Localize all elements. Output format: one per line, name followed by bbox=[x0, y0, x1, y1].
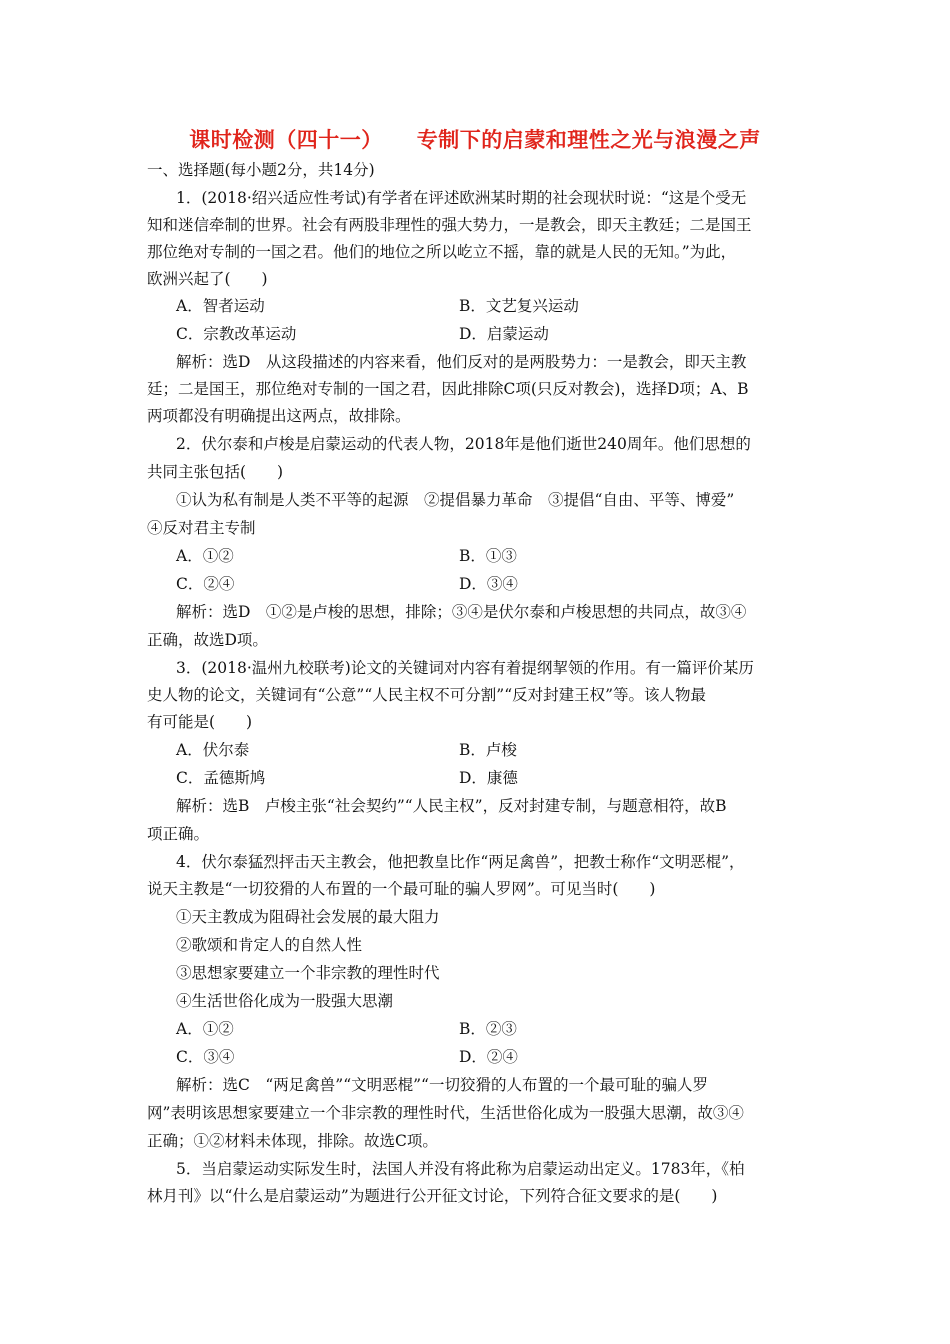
q4-item: ③思想家要建立一个非宗教的理性时代 bbox=[176, 964, 440, 982]
q1-option-d: D．启蒙运动 bbox=[459, 325, 549, 343]
q4-item: ①天主教成为阻碍社会发展的最大阻力 bbox=[176, 908, 440, 926]
q4-analysis-line: 解析：选C “两足禽兽”“文明恶棍”“一切狡猾的人布置的一个最可耻的骗人罗 bbox=[176, 1076, 708, 1094]
q2-stem-line: ④反对君主专制 bbox=[147, 519, 256, 537]
q4-option-a: A．①② bbox=[176, 1020, 234, 1038]
q3-stem-line: 有可能是( ) bbox=[147, 713, 253, 731]
q1-stem-line: 那位绝对专制的一国之君。他们的地位之所以屹立不摇，靠的就是人民的无知。”为此， bbox=[147, 243, 737, 261]
q2-option-d: D．③④ bbox=[459, 575, 518, 593]
q1-stem-line: 1．(2018·绍兴适应性考试)有学者在评述欧洲某时期的社会现状时说：“这是个受无 bbox=[176, 189, 747, 207]
q4-stem-line: 说天主教是“一切狡猾的人布置的一个最可耻的骗人罗网”。可见当时( ) bbox=[147, 880, 656, 898]
q3-option-c: C．孟德斯鸠 bbox=[176, 769, 266, 787]
q1-option-b: B．文艺复兴运动 bbox=[459, 297, 579, 315]
q3-analysis-line: 项正确。 bbox=[147, 825, 210, 843]
q5-stem-line: 5．当启蒙运动实际发生时，法国人并没有将此称为启蒙运动出定义。1783年，《柏 bbox=[176, 1160, 745, 1178]
q1-analysis-line: 两项都没有明确提出这两点，故排除。 bbox=[147, 407, 411, 425]
title-part-2: 专制下的启蒙和理性之光与浪漫之声 bbox=[416, 128, 761, 152]
q4-analysis-line: 网”表明该思想家要建立一个非宗教的理性时代，生活世俗化成为一股强大思潮，故③④ bbox=[147, 1104, 744, 1122]
title-part-1: 课时检测（四十一） bbox=[189, 128, 383, 152]
q4-item: ④生活世俗化成为一股强大思潮 bbox=[176, 992, 394, 1010]
q2-option-b: B．①③ bbox=[459, 547, 517, 565]
q4-option-d: D．②④ bbox=[459, 1048, 518, 1066]
q1-stem-line: 欧洲兴起了( ) bbox=[147, 270, 268, 288]
q2-stem-line: ①认为私有制是人类不平等的起源 ②提倡暴力革命 ③提倡“自由、平等、博爱” bbox=[176, 491, 735, 509]
q2-analysis-line: 解析：选D ①②是卢梭的思想，排除；③④是伏尔泰和卢梭思想的共同点，故③④ bbox=[176, 603, 747, 621]
q1-option-a: A．智者运动 bbox=[176, 297, 265, 315]
q4-stem-line: 4．伏尔泰猛烈抨击天主教会，他把教皇比作“两足禽兽”，把教士称作“文明恶棍”， bbox=[176, 853, 745, 871]
q2-option-c: C．②④ bbox=[176, 575, 235, 593]
q2-analysis-line: 正确，故选D项。 bbox=[147, 631, 268, 649]
q2-stem-line: 共同主张包括( ) bbox=[147, 463, 284, 481]
page-title bbox=[0, 124, 950, 154]
q4-item: ②歌颂和肯定人的自然人性 bbox=[176, 936, 363, 954]
q3-analysis-line: 解析：选B 卢梭主张“社会契约”“人民主权”，反对封建专制，与题意相符，故B bbox=[176, 797, 727, 815]
q5-stem-line: 林月刊》以“什么是启蒙运动”为题进行公开征文讨论，下列符合征文要求的是( ) bbox=[147, 1187, 718, 1205]
q2-stem-line: 2．伏尔泰和卢梭是启蒙运动的代表人物，2018年是他们逝世240周年。他们思想的 bbox=[176, 435, 751, 453]
section-heading: 一、选择题(每小题2分，共14分) bbox=[147, 161, 375, 179]
q4-option-c: C．③④ bbox=[176, 1048, 235, 1066]
q4-analysis-line: 正确；①②材料未体现，排除。故选C项。 bbox=[147, 1132, 438, 1150]
q1-stem-line: 知和迷信牵制的世界。社会有两股非理性的强大势力，一是教会，即天主教廷；二是国王 bbox=[147, 216, 752, 234]
q1-option-c: C．宗教改革运动 bbox=[176, 325, 297, 343]
q3-stem-line: 3．(2018·温州九校联考)论文的关键词对内容有着提纲挈领的作用。有一篇评价某历 bbox=[176, 659, 754, 677]
q4-option-b: B．②③ bbox=[459, 1020, 517, 1038]
q1-analysis-line: 解析：选D 从这段描述的内容来看，他们反对的是两股势力：一是教会，即天主教 bbox=[176, 353, 747, 371]
q2-option-a: A．①② bbox=[176, 547, 234, 565]
q3-option-b: B．卢梭 bbox=[459, 741, 517, 759]
q1-analysis-line: 廷；二是国王，那位绝对专制的一国之君，因此排除C项(只反对教会)，选择D项；A、B bbox=[147, 380, 749, 398]
q3-option-a: A．伏尔泰 bbox=[176, 741, 250, 759]
q3-stem-line: 史人物的论文，关键词有“公意”“人民主权不可分割”“反对封建王权”等。该人物最 bbox=[147, 686, 707, 704]
q3-option-d: D．康德 bbox=[459, 769, 518, 787]
